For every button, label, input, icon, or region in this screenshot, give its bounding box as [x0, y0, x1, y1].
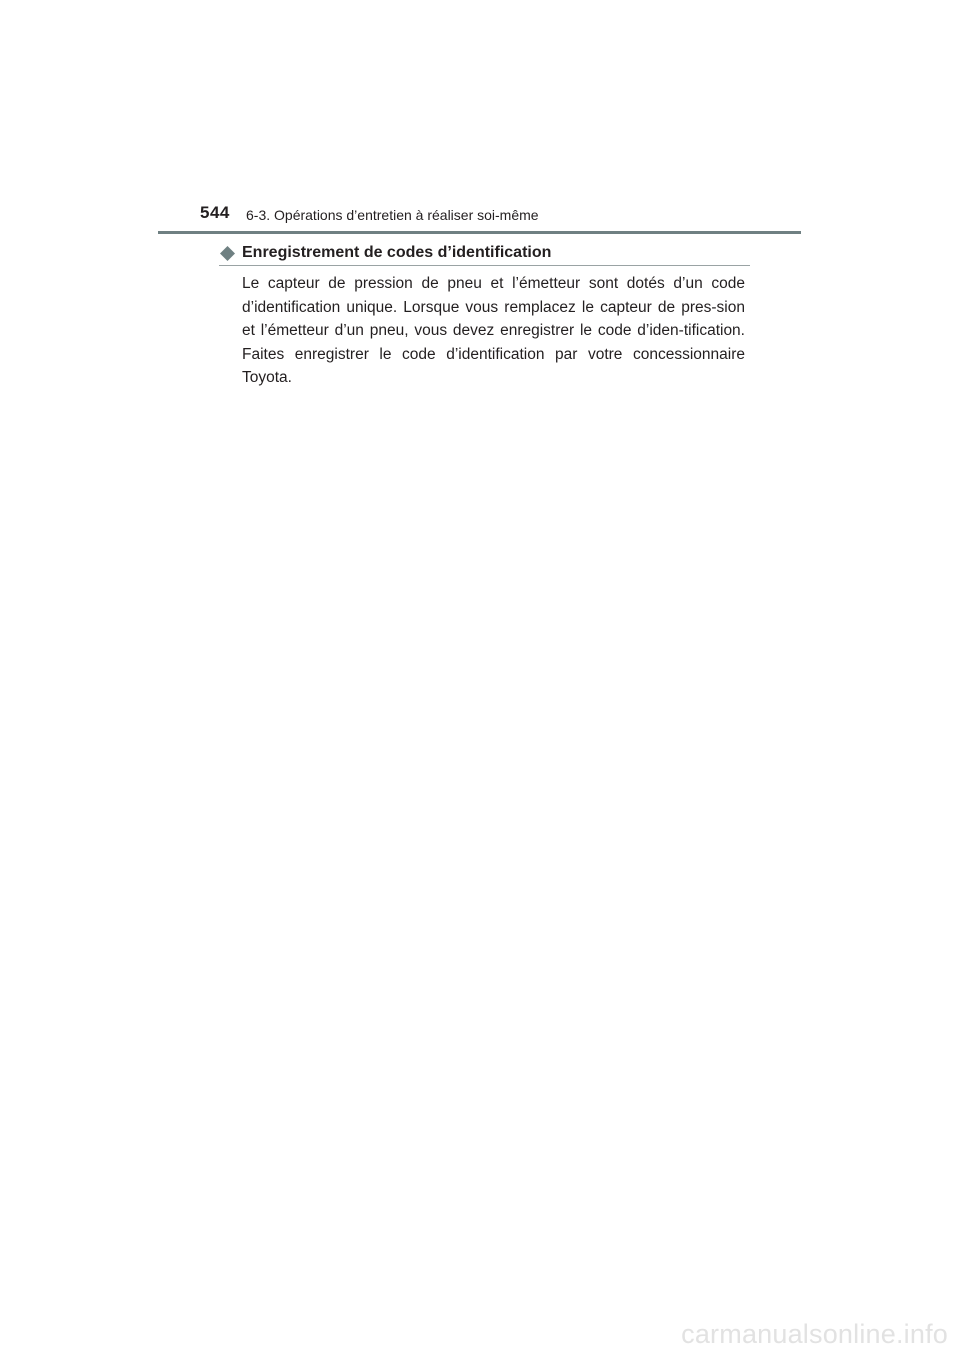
section-heading-text: Enregistrement de codes d’identification [242, 244, 552, 261]
diamond-bullet-icon [219, 245, 236, 262]
chapter-title: 6-3. Opérations d’entretien à réaliser soi-même [246, 207, 539, 223]
section-rule [219, 265, 750, 266]
section-heading [219, 242, 750, 264]
watermark: carmanualsonline.info [681, 1319, 948, 1349]
body-paragraph: Le capteur de pression de pneu et l’émetteur sont dotés d’un code d’identification unique. Lorsque vous remplacez le capteur de pres-sion et l’émetteur d’un pneu, vous devez enregistrer le code d’iden-tification. Faites enregistrer le code d’identification par votre concessionnaire Toyota. [242, 275, 745, 387]
page-number: 544 [200, 203, 230, 222]
header-rule [158, 231, 801, 234]
